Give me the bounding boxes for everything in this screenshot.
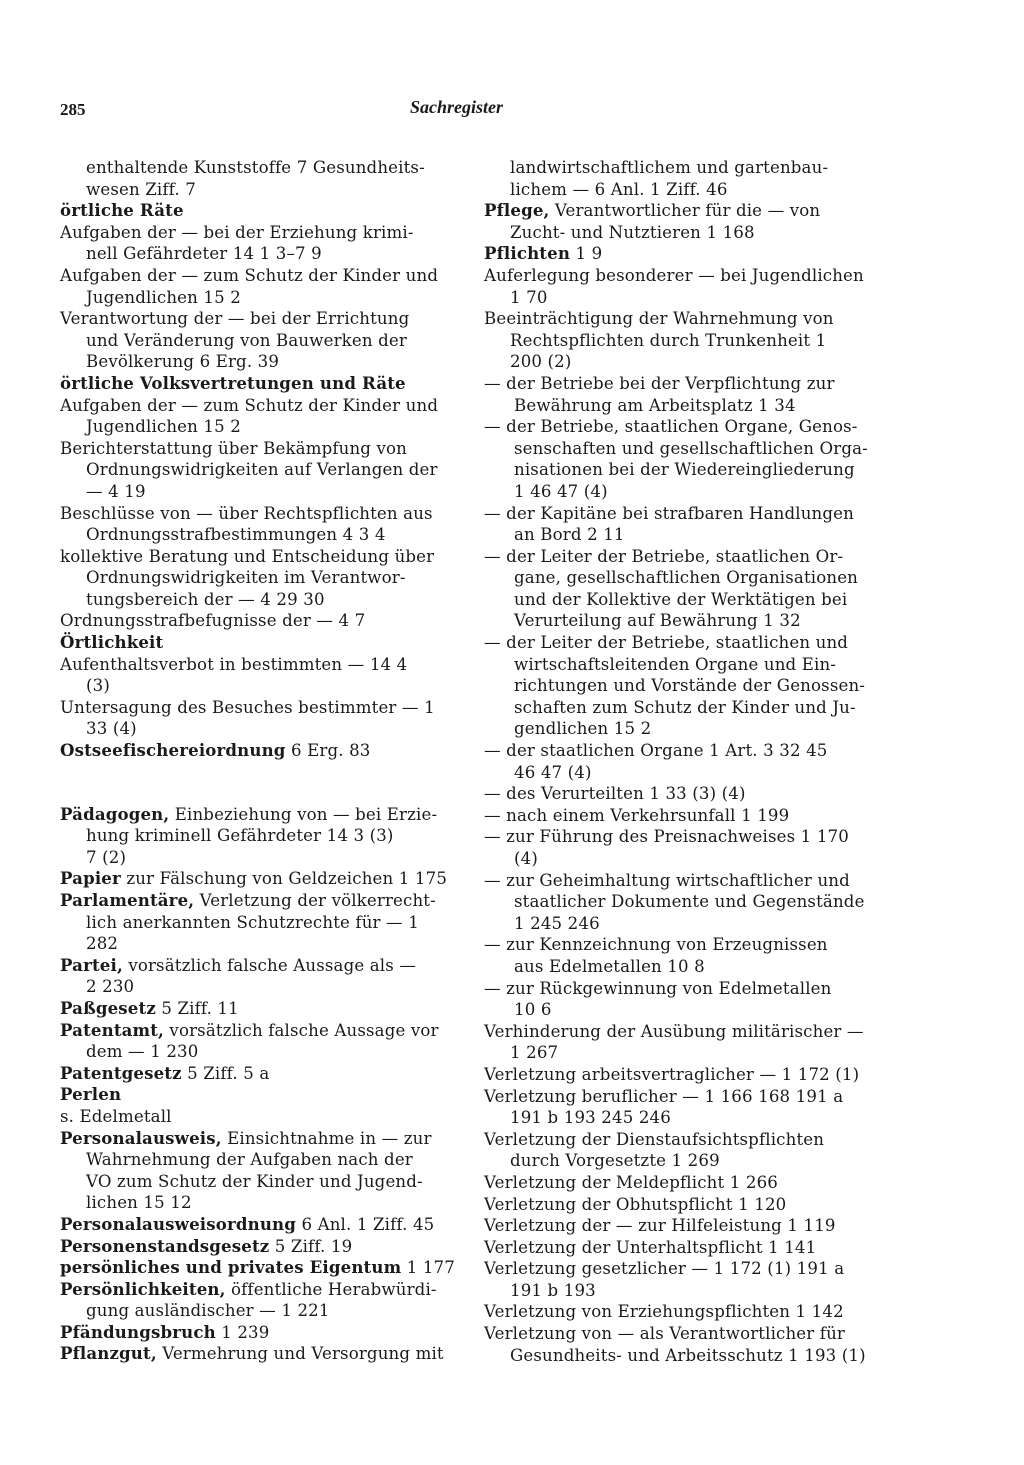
index-line: gendlichen 15 2 — [514, 719, 652, 739]
index-line: Ordnungsstrafbefugnisse der — 4 7 — [60, 611, 366, 631]
index-line: enthaltende Kunststoffe 7 Gesundheits- — [86, 158, 425, 177]
index-line: Beschlüsse von — über Rechtspflichten aus — [60, 503, 433, 523]
index-line: an Bord 2 11 — [514, 525, 625, 545]
index-line: Aufgaben der — zum Schutz der Kinder und — [60, 395, 439, 415]
index-line: 191 b 193 — [510, 1280, 596, 1300]
index-line: nisationen bei der Wiedereingliederung — [514, 460, 855, 480]
index-line: 7 (2) — [86, 847, 127, 867]
index-line: Berichterstattung über Bekämpfung von — [60, 438, 408, 458]
index-line — [60, 1257, 468, 1279]
index-line: 2 230 — [86, 977, 135, 997]
index-line: Aufgaben der — zum Schutz der Kinder und — [60, 265, 439, 285]
index-line: (4) — [514, 849, 538, 868]
index-line: Verletzung der Obhutspflicht 1 120 — [484, 1194, 787, 1214]
index-line — [60, 955, 468, 977]
index-line: staatlicher Dokumente und Gegenstände — [514, 892, 865, 912]
index-line: — nach einem Verkehrsunfall 1 199 — [484, 805, 790, 825]
index-line: Ordnungswidrigkeiten im Verantwor- — [86, 568, 406, 588]
index-line: Gesundheits- und Arbeitsschutz 1 193 (1) — [510, 1345, 866, 1365]
index-line: hung kriminell Gefährdeter 14 3 (3) — [86, 826, 394, 846]
index-line: Verletzung beruflicher — 1 166 168 191 a — [484, 1086, 844, 1106]
index-reference: Verantwortlicher für die — von — [549, 201, 821, 221]
index-column-left — [60, 157, 468, 1365]
index-line: — 4 19 — [86, 481, 146, 501]
index-line: Ordnungsstrafbestimmungen 4 3 4 — [86, 525, 386, 545]
index-line: Verletzung der Dienstaufsichtspflichten — [484, 1129, 825, 1149]
index-line: 1 267 — [510, 1043, 559, 1063]
index-line: Verletzung der — zur Hilfeleistung 1 119 — [484, 1216, 836, 1236]
index-headword: örtliche Räte — [60, 200, 184, 221]
index-line: schaften zum Schutz der Kinder und Ju- — [514, 697, 856, 717]
index-line: Ordnungswidrigkeiten auf Verlangen der — [86, 460, 438, 480]
index-line: aus Edelmetallen 10 8 — [514, 956, 705, 976]
index-line: 33 (4) — [86, 719, 137, 739]
index-headword: Pflanzgut, — [60, 1343, 157, 1364]
index-line — [60, 1343, 468, 1365]
index-line: 282 — [86, 934, 119, 954]
index-reference: Vermehrung und Versorgung mit — [156, 1344, 444, 1364]
index-reference: 5 Ziff. 19 — [269, 1236, 353, 1256]
index-line — [60, 1063, 468, 1085]
running-head: Sachregister — [410, 97, 504, 117]
index-line: — der staatlichen Organe 1 Art. 3 32 45 — [484, 741, 828, 761]
index-line: 1 245 246 — [514, 913, 600, 933]
index-reference: Einbeziehung von — bei Erzie- — [169, 804, 438, 824]
index-line: landwirtschaftlichem und gartenbau- — [510, 158, 829, 177]
index-line: Verurteilung auf Bewährung 1 32 — [514, 611, 801, 631]
index-line: gung ausländischer — 1 221 — [86, 1301, 330, 1321]
index-line: lichem — 6 Anl. 1 Ziff. 46 — [510, 179, 728, 199]
index-line: Zucht- und Nutztieren 1 168 — [510, 222, 755, 242]
index-column-right — [484, 157, 890, 1366]
index-line: — der Betriebe bei der Verpflichtung zur — [484, 373, 835, 393]
index-line: und Veränderung von Bauwerken der — [86, 330, 407, 350]
index-line: dem — 1 230 — [86, 1042, 199, 1062]
index-reference: zur Fälschung von Geldzeichen 1 175 — [120, 869, 448, 889]
index-line: und der Kollektive der Werktätigen bei — [514, 589, 848, 609]
index-line: richtungen und Vorstände der Genossen- — [514, 676, 866, 696]
index-line: Rechtspflichten durch Trunkenheit 1 — [510, 330, 827, 350]
index-headword: Patentgesetz — [60, 1062, 182, 1083]
index-line: durch Vorgesetzte 1 269 — [510, 1151, 720, 1171]
index-line: Bewährung am Arbeitsplatz 1 34 — [514, 395, 796, 415]
index-headword: Papier — [60, 868, 121, 889]
index-line: Verletzung der Unterhaltspflicht 1 141 — [484, 1237, 817, 1257]
index-line: Beeinträchtigung der Wahrnehmung von — [484, 309, 834, 329]
index-reference: 1 239 — [215, 1322, 270, 1342]
index-headword: Partei, — [60, 954, 123, 975]
index-line: Aufenthaltsverbot in bestimmten — 14 4 — [60, 654, 408, 674]
index-line: Verhinderung der Ausübung militärischer — — [484, 1021, 864, 1041]
index-line: Verletzung gesetzlicher — 1 172 (1) 191 a — [484, 1259, 845, 1279]
index-line — [60, 890, 468, 912]
index-reference: 1 9 — [570, 244, 603, 264]
section-gap — [60, 762, 468, 804]
index-headword: Personalausweis, — [60, 1127, 222, 1148]
index-line: Untersagung des Besuches bestimmter — 1 — [60, 697, 435, 717]
index-line: wirtschaftsleitenden Organe und Ein- — [514, 654, 837, 674]
index-line — [60, 1322, 468, 1344]
index-line: Verantwortung der — bei der Errichtung — [60, 309, 410, 329]
index-line: 10 6 — [514, 1000, 552, 1020]
index-line: Wahrnehmung der Aufgaben nach der — [86, 1150, 413, 1170]
index-line: — der Betriebe, staatlichen Organe, Genos- — [484, 417, 858, 437]
index-headword: Ostseefischereiordnung — [60, 740, 286, 761]
index-line: Verletzung arbeitsvertraglicher — 1 172 (1) — [484, 1064, 860, 1084]
index-line: nell Gefährdeter 14 1 3–7 9 — [86, 244, 322, 264]
index-line — [60, 1214, 468, 1236]
index-line: — zur Rückgewinnung von Edelmetallen — [484, 978, 832, 998]
index-reference: 6 Erg. 83 — [285, 741, 371, 761]
index-headword: Paßgesetz — [60, 997, 156, 1018]
index-line: wesen Ziff. 7 — [86, 179, 196, 199]
index-line — [60, 868, 468, 890]
index-line: 191 b 193 245 246 — [510, 1108, 671, 1128]
index-line: 46 47 (4) — [514, 762, 592, 782]
index-reference: vorsätzlich falsche Aussage als — — [122, 955, 417, 975]
index-line — [60, 804, 468, 826]
index-headword: Pädagogen, — [60, 803, 170, 824]
index-line — [60, 998, 468, 1020]
page-number: 285 — [60, 100, 86, 119]
index-line: lich anerkannten Schutzrechte für — 1 — [86, 912, 419, 932]
index-line: — zur Führung des Preisnachweises 1 170 — [484, 827, 849, 847]
index-reference: 5 Ziff. 5 a — [181, 1063, 270, 1083]
index-line: gane, gesellschaftlichen Organisationen — [514, 568, 859, 588]
index-line — [60, 1128, 468, 1150]
index-headword: Pflichten — [484, 243, 571, 264]
index-line: Jugendlichen 15 2 — [86, 287, 241, 307]
index-line: 1 46 47 (4) — [514, 481, 608, 501]
index-headword: Parlamentäre, — [60, 890, 195, 910]
index-line: — der Kapitäne bei strafbaren Handlungen — [484, 503, 854, 523]
index-headword: Örtlichkeit — [60, 632, 164, 653]
index-line: Auferlegung besonderer — bei Jugendlichen — [484, 265, 864, 285]
index-line — [60, 1236, 468, 1258]
index-reference: Einsichtnahme in — zur — [221, 1128, 432, 1148]
index-reference: 1 177 — [401, 1258, 455, 1278]
index-line: Verletzung von — als Verantwortlicher für — [484, 1324, 845, 1344]
index-headword: Personenstandsgesetz — [60, 1235, 270, 1256]
index-line — [60, 1020, 468, 1042]
index-reference: vorsätzlich falsche Aussage vor — [164, 1020, 439, 1040]
index-line: — zur Geheimhaltung wirtschaftlicher und — [484, 870, 850, 890]
index-line: Verletzung der Meldepflicht 1 266 — [484, 1172, 778, 1192]
index-line: 200 (2) — [510, 352, 572, 372]
index-headword: Persönlichkeiten, — [60, 1278, 226, 1299]
index-headword: Perlen — [60, 1084, 122, 1105]
index-line: (3) — [86, 676, 110, 696]
index-reference: 6 Anl. 1 Ziff. 45 — [296, 1214, 435, 1234]
index-headword: örtliche Volksvertretungen und Räte — [60, 372, 406, 393]
index-line: — zur Kennzeichnung von Erzeugnissen — [484, 935, 828, 955]
index-reference: Verletzung der völkerrecht- — [194, 891, 436, 910]
index-line — [60, 740, 468, 762]
index-line: Aufgaben der — bei der Erziehung krimi- — [60, 222, 414, 242]
index-line: lichen 15 12 — [86, 1193, 192, 1213]
index-headword: Personalausweisordnung — [60, 1213, 297, 1234]
index-line: s. Edelmetall — [60, 1106, 172, 1126]
index-line: Verletzung von Erziehungspflichten 1 142 — [484, 1302, 844, 1322]
index-line: senschaften und gesellschaftlichen Orga- — [514, 438, 868, 458]
index-headword: Pfändungsbruch — [60, 1321, 216, 1342]
index-line: Bevölkerung 6 Erg. 39 — [86, 352, 280, 372]
index-headword: persönliches und privates Eigentum — [60, 1257, 402, 1278]
index-headword: Pflege, — [484, 200, 550, 221]
index-line: — der Leiter der Betriebe, staatlichen und — [484, 633, 849, 653]
index-line — [60, 1279, 468, 1301]
index-line: 1 70 — [510, 287, 548, 307]
index-reference: öffentliche Herabwürdi- — [225, 1279, 437, 1299]
index-line: Jugendlichen 15 2 — [86, 417, 241, 437]
index-line — [484, 243, 890, 265]
index-line: — des Verurteilten 1 33 (3) (4) — [484, 784, 746, 804]
index-line — [484, 200, 890, 222]
index-headword: Patentamt, — [60, 1019, 164, 1040]
index-reference: 5 Ziff. 11 — [155, 998, 239, 1018]
index-line: — der Leiter der Betriebe, staatlichen Or- — [484, 546, 844, 566]
index-line: VO zum Schutz der Kinder und Jugend- — [86, 1171, 423, 1191]
index-line: kollektive Beratung und Entscheidung über — [60, 546, 435, 566]
index-line: tungsbereich der — 4 29 30 — [86, 589, 325, 609]
